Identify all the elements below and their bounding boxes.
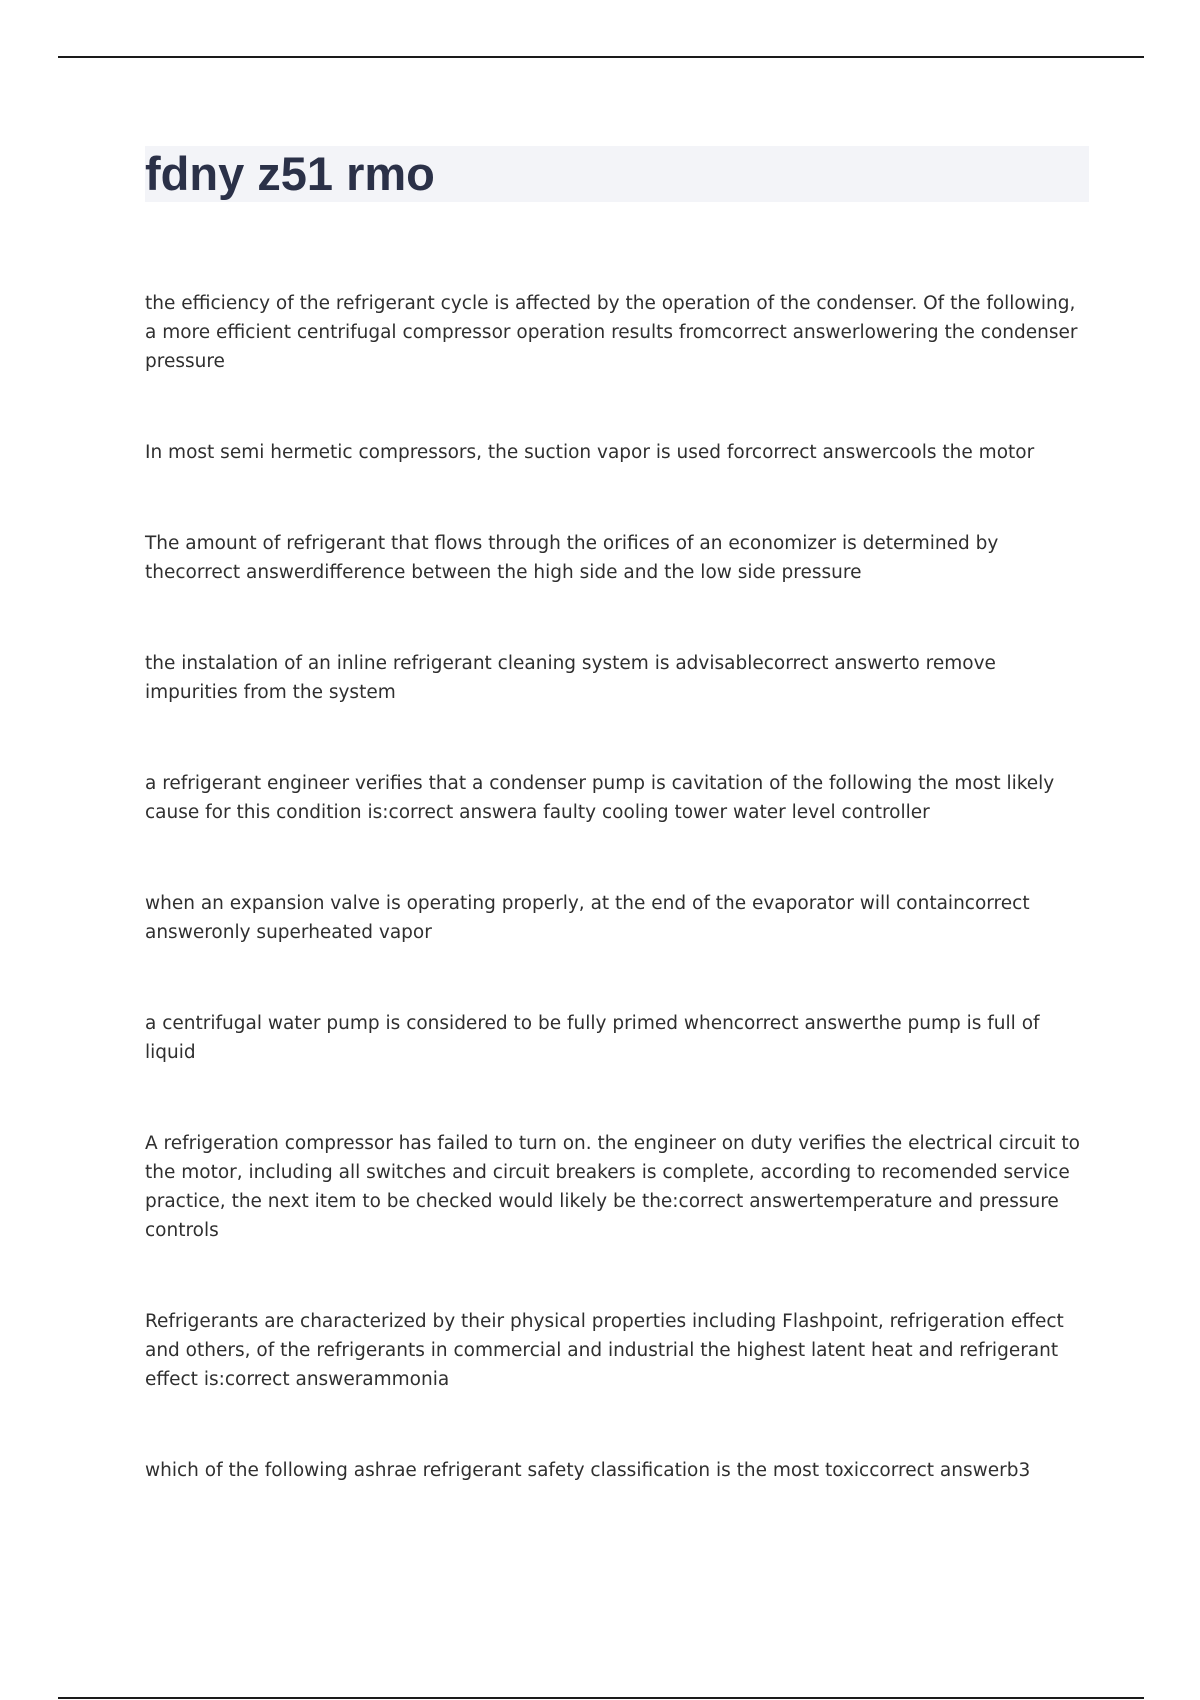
page-title: fdny z51 rmo [145,147,435,200]
qa-entry: which of the following ashrae refrigerant safety classification is the most toxiccorrect answerb3 [145,1460,1031,1481]
top-rule [58,56,1144,58]
qa-entry: when an expansion valve is operating properly, at the end of the evaporator will containcorrect answeronly superheated vapor [145,893,1030,943]
qa-entry: the efficiency of the refrigerant cycle is affected by the operation of the condenser. Of the following, a more efficient centrifugal compressor operation results fromcorrect answerlowering the condenser pressure [145,293,1078,372]
qa-entry: In most semi hermetic compressors, the suction vapor is used forcorrect answercools the motor [145,442,1035,463]
qa-entry: The amount of refrigerant that flows through the orifices of an economizer is determined by thecorrect answerdifference between the high side and the low side pressure [145,533,999,583]
qa-entry: the instalation of an inline refrigerant cleaning system is advisablecorrect answerto remove impurities from the system [145,653,996,703]
qa-entry: a centrifugal water pump is considered to be fully primed whencorrect answerthe pump is full of liquid [145,1013,1040,1063]
qa-entry: A refrigeration compressor has failed to turn on. the engineer on duty verifies the electrical circuit to the motor, including all switches and circuit breakers is complete, according to recomended service practice, the next item to be checked would likely be the:correct answertemperature and pressure controls [145,1133,1080,1241]
qa-entry: Refrigerants are characterized by their physical properties including Flashpoint, refrigeration effect and others, of the refrigerants in commercial and industrial the highest latent heat and refrigerant effect is:correct answerammonia [145,1311,1064,1390]
qa-list [145,289,1089,1485]
qa-entry: a refrigerant engineer verifies that a condenser pump is cavitation of the following the most likely cause for this condition is:correct answera faulty cooling tower water level controller [145,773,1055,823]
bottom-rule [58,1697,1144,1699]
